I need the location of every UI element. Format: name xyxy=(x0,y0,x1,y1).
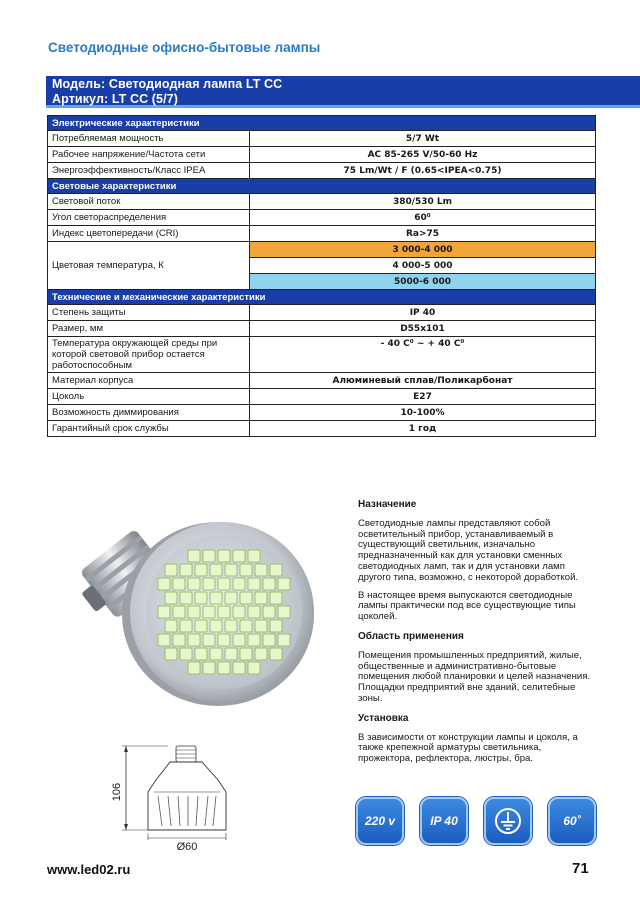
product-photo xyxy=(58,502,320,724)
row-label: Угол светораспределения xyxy=(48,210,250,226)
application-heading: Область применения xyxy=(358,630,464,642)
table-row xyxy=(48,405,596,421)
row-value: Алюминевый сплав/Поликарбонат xyxy=(250,373,596,389)
led-chip xyxy=(248,606,260,618)
led-chip xyxy=(270,592,282,604)
led-chip xyxy=(218,606,230,618)
section-title: Технические и механические характеристики xyxy=(48,290,596,305)
led-chip xyxy=(218,634,230,646)
led-chip xyxy=(263,606,275,618)
section-header-technical xyxy=(48,290,596,305)
footer-url: www.led02.ru xyxy=(47,862,131,877)
row-value: D55x101 xyxy=(250,321,596,337)
led-chip xyxy=(263,578,275,590)
led-chip xyxy=(278,606,290,618)
feature-badges xyxy=(356,797,596,847)
cct-value-warm: 3 000-4 000 xyxy=(250,242,596,258)
led-chip xyxy=(195,648,207,660)
purpose-paragraph-2: В настоящее время выпускаются светодиодные лампы практически под все существующие типы цоколей. xyxy=(358,589,576,623)
diameter-dimension-label: Ø60 xyxy=(176,841,198,852)
cct-value-neutral: 4 000-5 000 xyxy=(250,258,596,274)
table-row xyxy=(48,226,596,242)
led-chip xyxy=(203,550,215,562)
led-chip xyxy=(255,592,267,604)
led-chip xyxy=(203,578,215,590)
row-value: 1 год xyxy=(250,421,596,437)
led-chip xyxy=(165,648,177,660)
row-label: Энергоэффективность/Класс IPEA xyxy=(48,163,250,179)
led-chip xyxy=(218,578,230,590)
row-label: Индекс цветопередачи (CRI) xyxy=(48,226,250,242)
led-chip xyxy=(225,592,237,604)
led-chip xyxy=(180,620,192,632)
led-chip xyxy=(158,606,170,618)
led-chip xyxy=(278,578,290,590)
led-chip xyxy=(270,620,282,632)
led-chip xyxy=(248,634,260,646)
table-row xyxy=(48,131,596,147)
led-chip xyxy=(195,564,207,576)
row-value: 380/530 Lm xyxy=(250,194,596,210)
led-chip xyxy=(173,634,185,646)
led-chip xyxy=(210,564,222,576)
row-label: Размер, мм xyxy=(48,321,250,337)
section-title: Световые характеристики xyxy=(48,179,596,194)
row-value: - 40 С⁰ ~ + 40 С⁰ xyxy=(250,337,596,373)
led-chip xyxy=(233,550,245,562)
led-chip xyxy=(225,648,237,660)
led-lamp-image xyxy=(58,502,320,724)
row-label: Потребляемая мощность xyxy=(48,131,250,147)
table-row xyxy=(48,389,596,405)
led-chip xyxy=(263,634,275,646)
row-label: Цоколь xyxy=(48,389,250,405)
installation-heading: Установка xyxy=(358,712,409,724)
led-chip xyxy=(188,662,200,674)
table-row xyxy=(48,147,596,163)
ground-symbol-icon xyxy=(493,806,523,836)
led-chip xyxy=(158,578,170,590)
led-chip xyxy=(180,564,192,576)
row-value: 5/7 Wt xyxy=(250,131,596,147)
led-chip xyxy=(195,592,207,604)
led-chip xyxy=(248,578,260,590)
led-chip xyxy=(233,634,245,646)
model-bar xyxy=(46,76,640,108)
article-line: Артикул: LT CC (5/7) xyxy=(52,92,178,106)
table-row xyxy=(48,163,596,179)
row-label: Рабочее напряжение/Частота сети xyxy=(48,147,250,163)
led-chip xyxy=(240,648,252,660)
led-chip xyxy=(225,620,237,632)
led-chip xyxy=(278,634,290,646)
grounding-badge xyxy=(484,797,532,845)
table-row xyxy=(48,337,596,373)
section-header-light xyxy=(48,179,596,194)
table-row xyxy=(48,421,596,437)
row-value: Ra>75 xyxy=(250,226,596,242)
page-number: 71 xyxy=(572,860,589,877)
led-chip xyxy=(255,648,267,660)
dimension-drawing xyxy=(108,740,248,852)
table-row xyxy=(48,194,596,210)
voltage-badge: 220 v xyxy=(356,797,404,845)
led-chip xyxy=(255,620,267,632)
section-header-electrical xyxy=(48,116,596,131)
led-chip xyxy=(173,578,185,590)
led-chip xyxy=(165,564,177,576)
cct-value-cool: 5000-6 000 xyxy=(250,274,596,290)
ip-rating-badge: IP 40 xyxy=(420,797,468,845)
led-chip xyxy=(180,592,192,604)
row-value: AC 85-265 V/50-60 Hz xyxy=(250,147,596,163)
row-value: IP 40 xyxy=(250,305,596,321)
led-chip xyxy=(195,620,207,632)
led-chip xyxy=(188,606,200,618)
installation-paragraph: В зависимости от конструкции лампы и цоколя, а также крепежной арматуры светильника, прожектора, рефлектора, люстры, бра. xyxy=(358,731,578,765)
row-label: Гарантийный срок службы xyxy=(48,421,250,437)
specs-table xyxy=(47,115,596,437)
led-chip xyxy=(165,620,177,632)
led-chip xyxy=(248,550,260,562)
row-label: Материал корпуса xyxy=(48,373,250,389)
row-value: E27 xyxy=(250,389,596,405)
purpose-paragraph-1: Светодиодные лампы представляют собой осветительный прибор, устанавливаемый в существующий светильник, изначально предназначенный как для установки сменных светодиодных ламп, так и для установки ламп другого типа, возможно, с некоторой доработкой. xyxy=(358,517,579,583)
model-line: Модель: Светодиодная лампа LT CC xyxy=(52,77,283,91)
led-chip xyxy=(218,662,230,674)
led-chip xyxy=(210,620,222,632)
led-chip xyxy=(233,662,245,674)
row-label: Световой поток xyxy=(48,194,250,210)
led-chip xyxy=(233,578,245,590)
led-chip xyxy=(188,550,200,562)
led-chip xyxy=(270,648,282,660)
led-chip xyxy=(255,564,267,576)
led-chip xyxy=(158,634,170,646)
led-chip xyxy=(248,662,260,674)
application-paragraph: Помещения промышленных предприятий, жилые, общественные и административно-бытовые помещения любой планировки и целей назначения. Площадки предприятий вне зданий, селитебные зоны. xyxy=(358,649,591,704)
led-chip xyxy=(270,564,282,576)
table-row xyxy=(48,305,596,321)
led-chip xyxy=(218,550,230,562)
led-chip xyxy=(240,620,252,632)
beam-angle-badge: 60˚ xyxy=(548,797,596,845)
led-chip xyxy=(240,564,252,576)
row-label: Возможность диммирования xyxy=(48,405,250,421)
section-title: Электрические характеристики xyxy=(48,116,596,131)
table-row xyxy=(48,242,596,258)
table-row xyxy=(48,210,596,226)
row-value: 10-100% xyxy=(250,405,596,421)
row-value: 75 Lm/Wt / F (0.65<IPEA<0.75) xyxy=(250,163,596,179)
led-chip xyxy=(210,648,222,660)
page-header: Светодиодные офисно-бытовые лампы xyxy=(48,40,321,55)
led-chip xyxy=(240,592,252,604)
row-value: 60⁰ xyxy=(250,210,596,226)
row-label: Степень защиты xyxy=(48,305,250,321)
led-chip xyxy=(165,592,177,604)
led-chip xyxy=(210,592,222,604)
table-row xyxy=(48,373,596,389)
led-chip xyxy=(188,578,200,590)
height-dimension-label: 106 xyxy=(111,782,123,802)
row-label: Цветовая температура, К xyxy=(48,242,250,290)
led-chip xyxy=(203,634,215,646)
led-chip xyxy=(180,648,192,660)
purpose-heading: Назначение xyxy=(358,499,417,510)
led-chip xyxy=(203,606,215,618)
led-chip xyxy=(233,606,245,618)
row-label: Температура окружающей среды при которой световой прибор остается работоспособным xyxy=(48,337,250,373)
table-row xyxy=(48,321,596,337)
led-chip xyxy=(225,564,237,576)
led-chip xyxy=(203,662,215,674)
led-chip xyxy=(173,606,185,618)
description-column xyxy=(358,500,598,772)
led-chip xyxy=(188,634,200,646)
